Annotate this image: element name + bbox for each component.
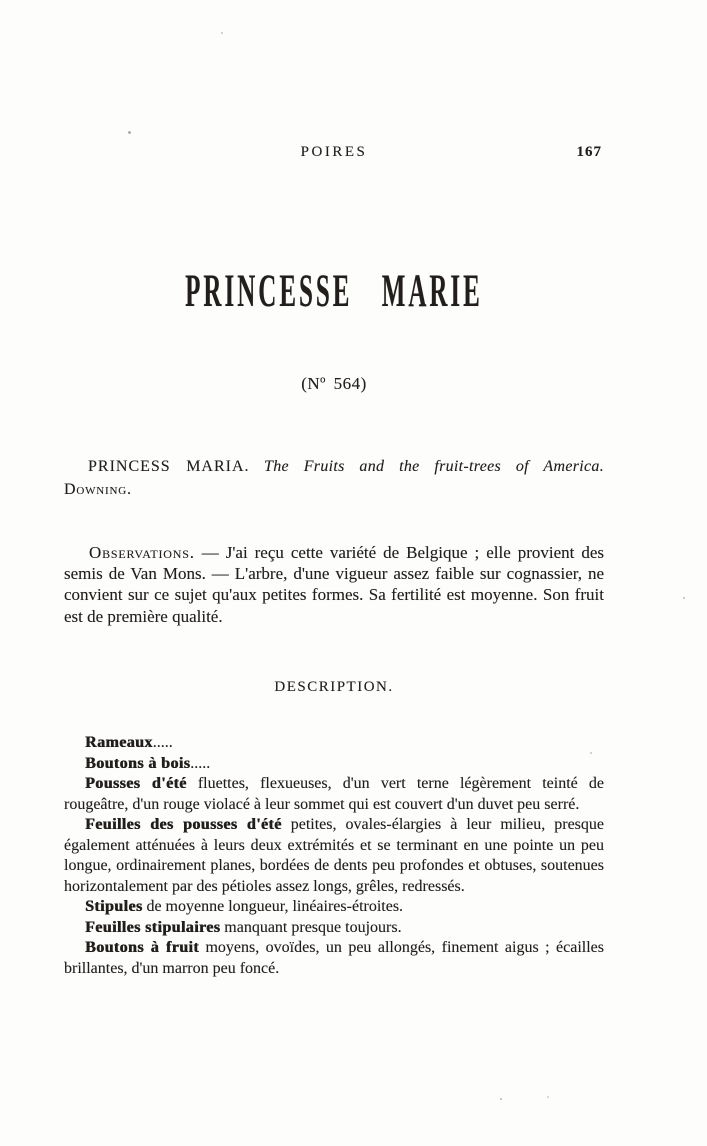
entry-term: Boutons à fruit <box>85 939 200 956</box>
synonym-citation <box>64 456 604 501</box>
observations-label: Observations. <box>89 543 195 562</box>
entry-boutons-a-fruit <box>64 938 604 979</box>
entry-text: manquant presque toujours. <box>220 918 402 936</box>
synonym-author-line <box>64 479 604 502</box>
entry-term: Feuilles stipulaires <box>85 918 221 936</box>
description-heading: DESCRIPTION. <box>274 679 394 695</box>
entry-text: ..... <box>152 734 173 751</box>
observations-paragraph <box>64 542 604 627</box>
running-title: POIRES <box>300 144 368 160</box>
scan-speck <box>590 752 592 754</box>
synonym-source: The Fruits and the fruit-trees of America. <box>264 458 605 475</box>
scan-speck <box>683 597 685 599</box>
scan-speck <box>547 1096 549 1098</box>
entry-rameaux <box>64 733 604 754</box>
entry-feuilles-des-pousses-d-ete <box>64 815 604 897</box>
entry-boutons-a-bois <box>64 754 604 775</box>
entry-term: Boutons à bois <box>85 754 191 772</box>
synonym-line <box>64 456 604 479</box>
synonym-name: PRINCESS MARIA. <box>88 458 250 475</box>
scan-speck <box>128 131 131 134</box>
scan-speck <box>500 1098 502 1100</box>
entry-term: Pousses d'été <box>85 775 187 792</box>
entry-pousses-d-ete <box>64 774 604 815</box>
entry-term: Rameaux <box>85 734 153 751</box>
entry-feuilles-stipulaires <box>64 918 604 939</box>
entry-term: Feuilles des pousses d'été <box>85 816 282 833</box>
entry-text: petites, ovales-élargies à leur milieu, presque également atténuées à leurs deux extrémités et se terminant en une pointe un peu longue, ordinairement planes, bordées de dents peu profondes et obtuses, soutenues horizontalement par des pétioles assez longs, grêles, redressés. <box>64 816 604 895</box>
observations-text: — J'ai reçu cette variété de Belgique ; elle provient des semis de Van Mons. — L'arbre, d'une vigueur assez faible sur cognassier, ne convient sur ce sujet qu'aux petites formes. Sa fertilité est moyenne. Son fruit est de première qualité. <box>64 543 605 626</box>
synonym-author: Downing. <box>64 480 132 498</box>
entry-text: de moyenne longueur, linéaires-étroites. <box>142 898 404 915</box>
entry-text: moyens, ovoïdes, un peu allongés, finement aigus ; écailles brillantes, d'un marron peu foncé. <box>64 939 605 977</box>
scan-speck <box>221 32 223 34</box>
entry-term: Stipules <box>85 898 143 915</box>
entry-stipules <box>64 897 604 918</box>
entry-text: ..... <box>190 754 211 772</box>
variety-number: (Nº 564) <box>301 374 367 393</box>
description-entries <box>64 733 604 979</box>
page-number: 167 <box>576 144 602 160</box>
variety-title: PRINCESSE MARIE <box>185 267 483 318</box>
entry-text: fluettes, flexueuses, d'un vert terne légèrement teinté de rougeâtre, d'un rouge violacé à leur sommet qui est couvert d'un duvet peu serré. <box>64 775 604 813</box>
variety-title-block <box>64 266 604 320</box>
page-header <box>64 144 604 161</box>
